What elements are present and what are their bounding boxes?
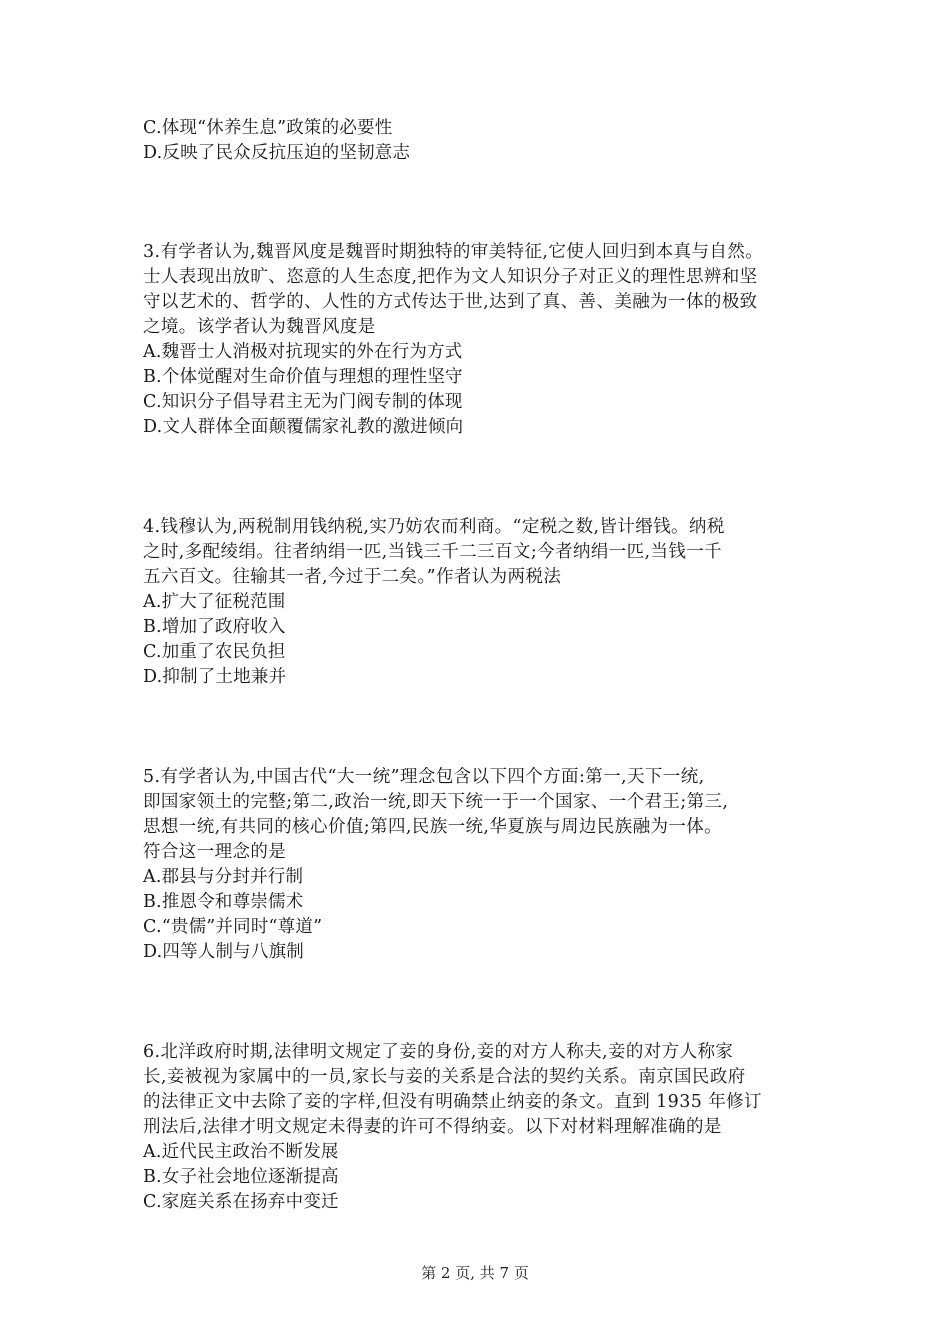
stem-line: 5.有学者认为,中国古代“大一统”理念包含以下四个方面:第一,天下一统, bbox=[143, 767, 705, 787]
question-5-options bbox=[143, 865, 823, 965]
stem-line: 4.钱穆认为,两税制用钱纳税,实乃妨农而利商。“定税之数,皆计缗钱。纳税 bbox=[143, 517, 725, 537]
option-b: B.推恩令和尊崇儒术 bbox=[143, 892, 304, 912]
stem-line: 即国家领土的完整;第二,政治一统,即天下统一于一个国家、一个君王;第三, bbox=[143, 792, 729, 812]
page-number: 第 2 页, 共 7 页 bbox=[421, 1264, 529, 1282]
stem-line: 的法律正文中去除了妾的字样,但没有明确禁止纳妾的条文。直到 1935 年修订 bbox=[143, 1092, 762, 1112]
stem-line: 守以艺术的、哲学的、人性的方式传达于世,达到了真、善、美融为一体的极致 bbox=[143, 292, 758, 312]
stem-line: 3.有学者认为,魏晋风度是魏晋时期独特的审美特征,它使人回归到本真与自然。 bbox=[143, 242, 764, 262]
option-a: A.郡县与分封并行制 bbox=[143, 867, 304, 887]
question-3 bbox=[143, 240, 823, 440]
question-5-stem bbox=[143, 765, 823, 865]
option-c: C.“贵儒”并同时“尊道” bbox=[143, 917, 323, 937]
question-6-options bbox=[143, 1140, 823, 1215]
option-c: C.家庭关系在扬弃中变迁 bbox=[143, 1192, 339, 1212]
stem-line: 刑法后,法律才明文规定未得妻的许可不得纳妾。以下对材料理解准确的是 bbox=[143, 1117, 722, 1137]
option-a: A.魏晋士人消极对抗现实的外在行为方式 bbox=[143, 342, 463, 362]
option-d: D.抑制了土地兼并 bbox=[143, 667, 287, 687]
question-2-options bbox=[143, 116, 823, 166]
stem-line: 之时,多配绫绢。往者纳绢一匹,当钱三千二三百文;今者纳绢一匹,当钱一千 bbox=[143, 542, 723, 562]
option-a: A.近代民主政治不断发展 bbox=[143, 1142, 339, 1162]
question-4 bbox=[143, 515, 823, 690]
option-b: B.个体觉醒对生命价值与理想的理性坚守 bbox=[143, 367, 463, 387]
question-4-stem bbox=[143, 515, 823, 590]
stem-line: 思想一统,有共同的核心价值;第四,民族一统,华夏族与周边民族融为一体。 bbox=[143, 817, 723, 837]
stem-line: 6.北洋政府时期,法律明文规定了妾的身份,妾的对方人称夫,妾的对方人称家 bbox=[143, 1042, 734, 1062]
option-b: B.女子社会地位逐渐提高 bbox=[143, 1167, 339, 1187]
option-c: C.体现“休养生息”政策的必要性 bbox=[143, 118, 393, 138]
stem-line: 之境。该学者认为魏晋风度是 bbox=[143, 317, 376, 337]
question-4-options bbox=[143, 590, 823, 690]
stem-line: 符合这一理念的是 bbox=[143, 842, 287, 862]
question-3-options bbox=[143, 340, 823, 440]
stem-line: 五六百文。往输其一者,今过于二矣。”作者认为两税法 bbox=[143, 567, 562, 587]
option-d: D.文人群体全面颠覆儒家礼教的激进倾向 bbox=[143, 417, 464, 437]
option-d: D.反映了民众反抗压迫的坚韧意志 bbox=[143, 143, 411, 163]
question-5 bbox=[143, 765, 823, 965]
option-c: C.知识分子倡导君主无为门阀专制的体现 bbox=[143, 392, 463, 412]
question-6 bbox=[143, 1040, 823, 1215]
question-6-stem bbox=[143, 1040, 823, 1140]
stem-line: 士人表现出放旷、恣意的人生态度,把作为文人知识分子对正义的理性思辨和坚 bbox=[143, 267, 758, 287]
question-3-stem bbox=[143, 240, 823, 340]
option-d: D.四等人制与八旗制 bbox=[143, 942, 304, 962]
option-c: C.加重了农民负担 bbox=[143, 642, 286, 662]
stem-line: 长,妾被视为家属中的一员,家长与妾的关系是合法的契约关系。南京国民政府 bbox=[143, 1067, 746, 1087]
option-b: B.增加了政府收入 bbox=[143, 617, 286, 637]
option-a: A.扩大了征税范围 bbox=[143, 592, 286, 612]
